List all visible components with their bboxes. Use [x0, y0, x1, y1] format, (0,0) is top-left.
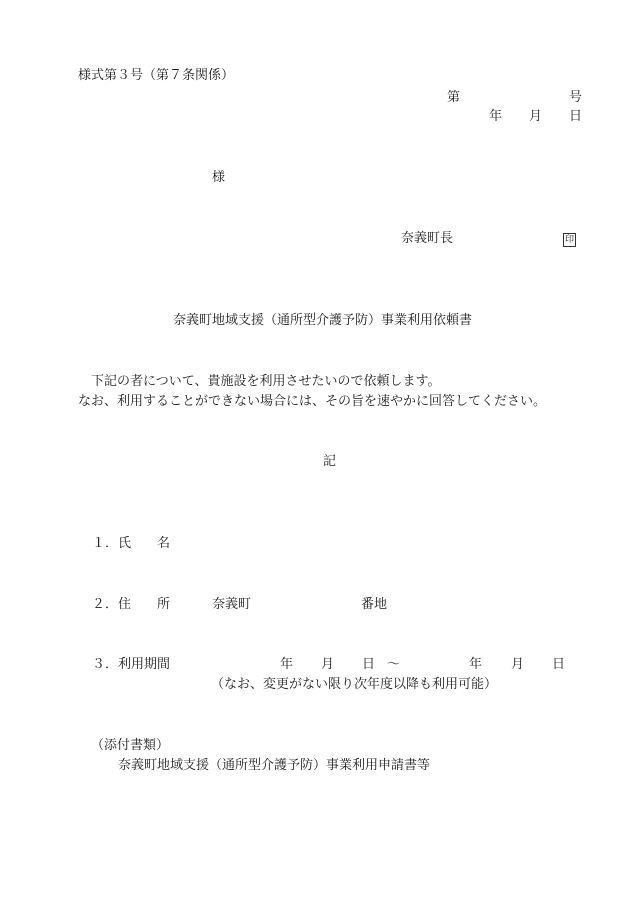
item-1-label-a: 氏	[118, 536, 132, 551]
ki-heading: 記	[323, 454, 337, 469]
item-3-number: ３．	[92, 657, 119, 672]
date-month-label: 月	[529, 109, 543, 124]
seal-mark: 印	[564, 235, 574, 245]
doc-number-suffix: 号	[569, 90, 583, 105]
period-end-month: 月	[511, 657, 525, 672]
date-year-label: 年	[489, 109, 503, 124]
body-line-1: 下記の者について、貴施設を利用させたいので依頼します。	[91, 374, 441, 389]
item-2-number: ２．	[92, 597, 119, 612]
item-2-label-a: 住	[118, 597, 132, 612]
addressee-honorific: 様	[212, 170, 226, 185]
attachments-item: 奈義町地域支援（通所型介護予防）事業利用申請書等	[118, 758, 431, 773]
doc-number-prefix: 第	[447, 90, 461, 105]
form-number: 様式第３号（第７条関係）	[78, 68, 235, 83]
sender-title: 奈義町長	[401, 231, 454, 246]
period-tilde: ～	[387, 657, 401, 672]
item-1-label-b: 名	[157, 536, 171, 551]
body-line-2: なお、利用することができない場合には、その旨を速やかに回答してください。	[78, 394, 547, 409]
document-title: 奈義町地域支援（通所型介護予防）事業利用依頼書	[173, 313, 473, 328]
period-end-year: 年	[469, 657, 483, 672]
period-end-day: 日	[552, 657, 566, 672]
period-start-month: 月	[321, 657, 335, 672]
period-note: （なお、変更がない限り次年度以降も利用可能）	[211, 677, 498, 692]
address-town: 奈義町	[212, 597, 252, 612]
date-day-label: 日	[569, 109, 583, 124]
item-2-label-b: 所	[157, 597, 171, 612]
address-banchi: 番地	[361, 597, 388, 612]
period-start-day: 日	[362, 657, 376, 672]
attachments-heading: （添付書類）	[91, 738, 170, 753]
period-start-year: 年	[280, 657, 294, 672]
item-1-number: １．	[92, 536, 119, 551]
item-3-label: 利用期間	[118, 657, 171, 672]
